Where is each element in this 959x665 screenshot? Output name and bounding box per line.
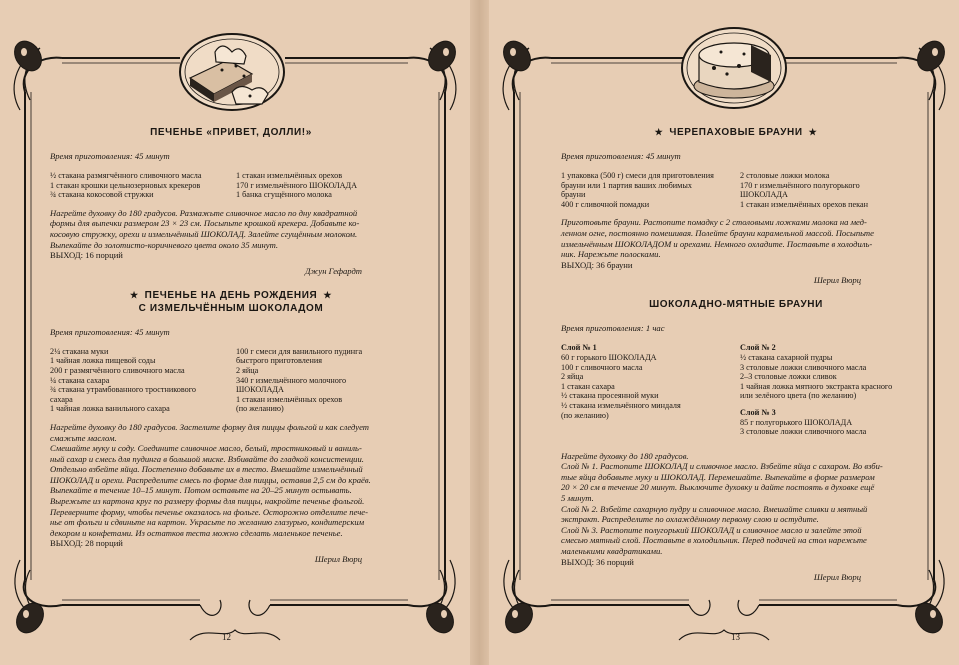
method-line: Вырежьте из картона круг по размеру формы для пиццы, накройте печенье фольгой.: [50, 496, 365, 507]
ingredients-column-right: [732, 171, 911, 209]
ingredient: или зелёного цвета (по желанию): [740, 391, 857, 401]
ingredient: 170 г измельчённого полугорького: [740, 180, 860, 190]
method-line: смесью мятный слой. Поставьте в холодильник. Перед подачей на стол нарежьте: [561, 535, 867, 546]
ingredient: (по желанию): [236, 404, 284, 414]
ingredient: 100 г сливочного масла: [561, 362, 643, 372]
star-icon: ★: [808, 127, 818, 137]
method-line: нье от фольги и сдвиньте на картон. Украсьте по желанию глазурью, кондитерским: [50, 517, 365, 528]
ingredient: 1 стакан измельчённых орехов: [236, 171, 343, 180]
ingredient: брауни или 1 партия ваших любимых: [561, 180, 692, 190]
method-text: [50, 422, 412, 549]
method-line: ник. Нарежьте полосками.: [561, 249, 661, 260]
ingredient: 1 чайная ложка пищевой соды: [50, 356, 156, 366]
recipe-title: [50, 289, 412, 315]
star-icon: ★: [130, 289, 139, 300]
prep-time: Время приготовления: 45 минут: [561, 151, 681, 161]
ingredients-column-left: [50, 347, 226, 414]
yield: ВЫХОД: 16 порций: [50, 250, 123, 261]
ingredient: ½ стакана просеянной муки: [561, 391, 659, 401]
yield: ВЫХОД: 36 брауни: [561, 259, 633, 270]
layer-1: [561, 343, 732, 436]
ingredient: (по желанию): [561, 410, 609, 420]
method-line: 5 минут.: [561, 493, 594, 504]
ingredient: ½ стакана размягчённого сливочного масла: [50, 171, 202, 180]
cookies-illustration-icon: [180, 34, 284, 110]
left-page-content: [50, 126, 412, 565]
author: Шерил Вюрц: [314, 554, 362, 565]
right-page-content: [561, 126, 911, 583]
method-line: ленном огне, постоянно помешивая. Полейте брауни карамельной массой. Посыпьте: [561, 227, 874, 238]
title-line: ПЕЧЕНЬЕ НА ДЕНЬ РОЖДЕНИЯ: [144, 289, 318, 301]
layers-list: [561, 343, 911, 436]
ingredient: ½ стакана сахарной пудры: [740, 352, 833, 362]
ingredient: 2 яйца: [561, 372, 584, 382]
method-line: тые яйца добавьте муку и ШОКОЛАД. Перемешайте. Выпекайте в форме размером: [561, 471, 875, 482]
method-line: Смешайте муку и соду. Соедините сливочное масло, белый, тростниковый и ваниль-: [50, 443, 362, 454]
ingredient: 1 чайная ложка мятного экстракта красного: [740, 381, 893, 391]
method-text: [561, 451, 911, 568]
ingredient: 60 г горького ШОКОЛАДА: [561, 352, 657, 362]
ingredients-column-right: [226, 347, 412, 414]
method-line: экстракт. Распределите по охлаждённому первому слою и остудите.: [561, 514, 819, 525]
ingredients-list: [50, 347, 412, 414]
layer-title: Слой № 2: [740, 343, 776, 353]
method-line: Выпекайте до золотисто-коричневого цвета около 35 минут.: [50, 239, 279, 250]
method-line: Приготовьте брауни. Растопите помадку с 2 столовыми ложками молока на мед-: [561, 217, 867, 228]
method-line: Слой № 3. Растопите полугорький ШОКОЛАД и сливочное масло и залейте этой: [561, 524, 862, 535]
method-line: Нагрейте духовку до 180 градусов.: [561, 450, 689, 461]
method-line: Нагрейте духовку до 180 градусов. Размажьте сливочное масло по дну квадратной: [50, 207, 358, 218]
book-gutter: [470, 0, 489, 665]
ingredients-column-left: [561, 171, 732, 209]
ingredient: 1 стакан крошки цельнозерновых крекеров: [50, 180, 201, 190]
method-line: Слой № 1. Растопите ШОКОЛАД и сливочное масло. Взбейте яйца с сахаром. Во взби-: [561, 461, 883, 472]
method-text: [561, 217, 911, 270]
ingredient: 1 банка сгущённого молока: [236, 190, 332, 200]
method-line: измельчённым ШОКОЛАДОМ и орехами. Немного охладите. Поставьте в холодиль-: [561, 238, 873, 249]
author: Джун Гефардт: [304, 265, 362, 276]
prep-time: Время приготовления: 1 час: [561, 323, 665, 334]
ingredient: ½ стакана измельчённого миндаля: [561, 400, 681, 410]
method-line: ШОКОЛАД и орехи. Распределите смесь по форме для пиццы, оставив 2,5 см до краёв.: [50, 474, 371, 485]
ingredient: ¾ стакана утрамбованного тростникового: [50, 385, 197, 395]
method-line: формы для выпечки размером 23 × 23 см. Посыпьте крошкой крекера. Добавьте ко-: [50, 218, 360, 229]
ingredient: 2–3 столовые ложки сливок: [740, 372, 837, 382]
recipe-title: [561, 126, 911, 139]
recipe-title: ПЕЧЕНЬЕ «ПРИВЕТ, ДОЛЛИ!»: [150, 127, 312, 138]
ingredient: 3 столовые ложки сливочного масла: [740, 427, 867, 437]
layer-title: Слой № 3: [740, 407, 776, 417]
ingredient: быстрого приготовления: [236, 356, 323, 366]
ingredient: ¼ стакана сахара: [50, 375, 110, 385]
page-number: 13: [731, 632, 740, 642]
ingredient: 400 г сливочной помадки: [561, 199, 650, 209]
ingredients-column-right: [226, 171, 412, 200]
ingredient: ШОКОЛАДА: [236, 385, 284, 395]
ingredient: 1 чайная ложка ванильного сахара: [50, 404, 170, 414]
method-line: Переверните форму, чтобы печенье оказалось на фольге. Осторожно отделите пече-: [50, 506, 368, 517]
cake-illustration-icon: [682, 28, 786, 108]
prep-time: Время приготовления: 45 минут: [50, 326, 170, 337]
ingredient: 1 упаковка (500 г) смеси для приготовления: [561, 171, 714, 180]
author: Шерил Вюрц: [813, 572, 861, 583]
ingredient: 2 столовые ложки молока: [740, 171, 830, 180]
yield: ВЫХОД: 36 порций: [561, 556, 634, 567]
ingredient: 340 г измельчённого молочного: [236, 375, 347, 385]
ingredient: 200 г размягчённого сливочного масла: [50, 365, 185, 375]
ingredient: 1 стакан измельчённых орехов пекан: [740, 199, 869, 209]
method-line: косовую стружку, орехи и измельчённый ШОКОЛАД. Залейте сгущённым молоком.: [50, 228, 358, 239]
method-line: декором и конфетами. Из остатков теста можно сделать маленькое печенье.: [50, 527, 343, 538]
star-icon: ★: [323, 289, 332, 300]
method-line: ный сахар и смесь для пудинга в большой миске. Взбивайте до гладкой консистенции.: [50, 453, 364, 464]
ingredient: ШОКОЛАДА: [740, 190, 788, 200]
title-line: ЧЕРЕПАХОВЫЕ БРАУНИ: [669, 127, 803, 138]
ingredient: 1 стакан измельчённых орехов: [236, 394, 343, 404]
ingredient: 170 г измельчённого ШОКОЛАДА: [236, 180, 358, 190]
ingredient: 100 г смеси для ванильного пудинга: [236, 346, 363, 356]
ingredient: 1 стакан сахара: [561, 381, 615, 391]
author: Шерил Вюрц: [813, 275, 861, 286]
ingredient: ¾ стакана кокосовой стружки: [50, 190, 154, 200]
ingredients-list: [50, 171, 412, 200]
method-line: Отдельно взбейте яйца. Постепенно добавьте их в тесто. Вмешайте измельчённый: [50, 464, 363, 475]
ingredient: брауни: [561, 190, 586, 200]
method-line: Выпекайте в течение 10–15 минут. Потом оставьте на 20–25 минут остывать.: [50, 485, 352, 496]
method-line: Нагрейте духовку до 180 градусов. Застелите форму для пиццы фольгой и как следует: [50, 421, 369, 432]
layer-title: Слой № 1: [561, 343, 597, 353]
recipe-title: ШОКОЛАДНО-МЯТНЫЕ БРАУНИ: [649, 299, 823, 311]
ingredient: 3 столовые ложки сливочного масла: [740, 362, 867, 372]
yield: ВЫХОД: 28 порций: [50, 538, 123, 549]
title-line: С ИЗМЕЛЬЧЁННЫМ ШОКОЛАДОМ: [138, 302, 324, 314]
ingredient: 2¼ стакана муки: [50, 346, 109, 356]
ingredient: 2 яйца: [236, 365, 259, 375]
prep-time: Время приготовления: 45 минут: [50, 151, 170, 161]
ingredients-list: [561, 171, 911, 209]
ingredient: 85 г полугорького ШОКОЛАДА: [740, 417, 853, 427]
page-number: 12: [222, 632, 231, 642]
ingredient: сахара: [50, 394, 73, 404]
method-line: смажьте маслом.: [50, 432, 117, 443]
method-line: маленькими квадратиками.: [561, 546, 663, 557]
right-page: [489, 0, 959, 665]
method-line: 20 × 20 см в течение 20 минут. Выключите духовку и дайте постоять в духовке ещё: [561, 482, 875, 493]
layers-2-3: [732, 343, 911, 436]
star-icon: ★: [654, 127, 664, 137]
method-text: [50, 208, 412, 261]
method-line: Слой № 2. Взбейте сахарную пудру и сливочное масло. Вмешайте сливки и мятный: [561, 503, 868, 514]
ingredients-column-left: [50, 171, 226, 200]
left-page: [0, 0, 470, 665]
